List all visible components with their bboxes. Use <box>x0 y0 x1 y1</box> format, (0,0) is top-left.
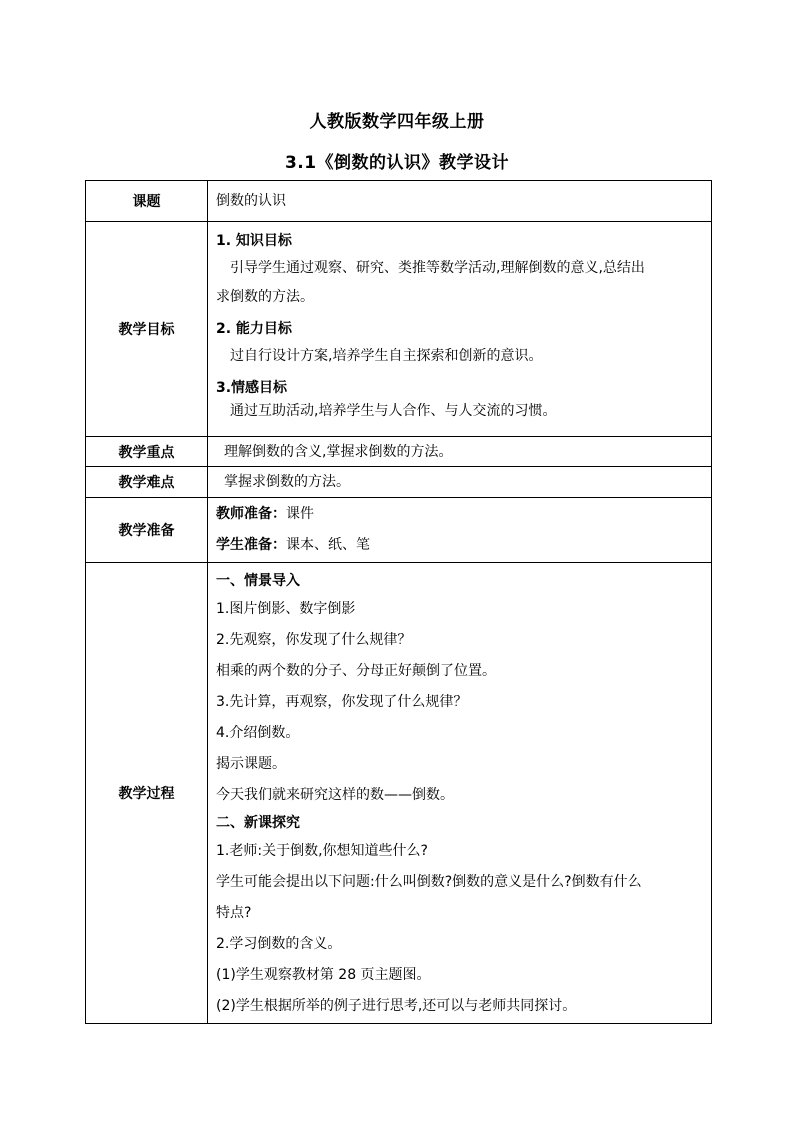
process-line: 相乘的两个数的分子、分母正好颠倒了位置。 <box>216 662 496 679</box>
table-row-topic <box>86 181 712 222</box>
topic-value: 倒数的认识 <box>216 193 286 209</box>
goal-emotion-text: 通过互助活动,培养学生与人合作、与人交流的习惯。 <box>230 403 557 419</box>
document-subtitle: 3.1《倒数的认识》教学设计 <box>284 153 510 173</box>
process-line: 一、情景导入 <box>216 572 300 589</box>
process-line: 二、新课探究 <box>216 814 300 831</box>
table-row-difficulty <box>86 467 712 498</box>
goal-ability-title: 2. 能力目标 <box>216 321 292 337</box>
table-row-focus <box>86 437 712 467</box>
prep-cell <box>208 498 712 563</box>
difficulty-value: 掌握求倒数的方法。 <box>224 474 350 490</box>
prep-student-value: 课本、纸、笔 <box>286 537 370 553</box>
process-line: 学生可能会提出以下问题:什么叫倒数?倒数的意义是什么?倒数有什么 <box>216 873 642 890</box>
table-row-goals <box>86 222 712 437</box>
process-line: (1)学生观察教材第 28 页主题图。 <box>216 966 431 983</box>
focus-label: 教学重点 <box>86 437 208 467</box>
goal-ability-text: 过自行设计方案,培养学生自主探索和创新的意识。 <box>230 348 543 364</box>
prep-teacher-key: 教师准备： <box>216 506 286 522</box>
process-line: 揭示课题。 <box>216 755 286 772</box>
process-line: 特点? <box>216 904 252 921</box>
prep-teacher-value: 课件 <box>286 506 314 522</box>
prep-student <box>216 530 703 561</box>
table-row-prep <box>86 498 712 563</box>
lesson-plan-table <box>85 180 712 1024</box>
goals-label: 教学目标 <box>86 222 208 437</box>
process-line: 2.先观察，你发现了什么规律？ <box>216 631 412 648</box>
goal-emotion-title: 3.情感目标 <box>216 380 288 396</box>
focus-value: 理解倒数的含义,掌握求倒数的方法。 <box>224 443 453 460</box>
difficulty-label: 教学难点 <box>86 467 208 498</box>
document-title: 人教版数学四年级上册 <box>309 112 485 132</box>
goal-knowledge-title: 1. 知识目标 <box>216 233 292 249</box>
process-line: 3.先计算，再观察，你发现了什么规律？ <box>216 693 468 710</box>
goal-knowledge-text-b: 求倒数的方法。 <box>216 289 314 305</box>
process-line: 1.图片倒影、数字倒影 <box>216 600 356 617</box>
prep-label: 教学准备 <box>86 498 208 563</box>
process-cell <box>208 563 712 1024</box>
topic-cell <box>208 181 712 222</box>
focus-cell <box>208 437 712 467</box>
process-line: (2)学生根据所举的例子进行思考,还可以与老师共同探讨。 <box>216 997 577 1014</box>
goals-cell <box>208 222 712 437</box>
prep-student-key: 学生准备： <box>216 537 286 553</box>
prep-teacher <box>216 499 703 530</box>
goal-knowledge-text-a: 引导学生通过观察、研究、类推等数学活动,理解倒数的意义,总结出 <box>230 260 645 276</box>
process-line: 1.老师:关于倒数,你想知道些什么? <box>216 842 428 859</box>
process-label: 教学过程 <box>86 563 208 1024</box>
table-row-process <box>86 563 712 1024</box>
topic-label: 课题 <box>86 181 208 222</box>
process-line: 4.介绍倒数。 <box>216 724 300 741</box>
difficulty-cell <box>208 467 712 498</box>
process-line: 2.学习倒数的含义。 <box>216 935 342 952</box>
process-line: 今天我们就来研究这样的数——倒数。 <box>216 786 454 803</box>
